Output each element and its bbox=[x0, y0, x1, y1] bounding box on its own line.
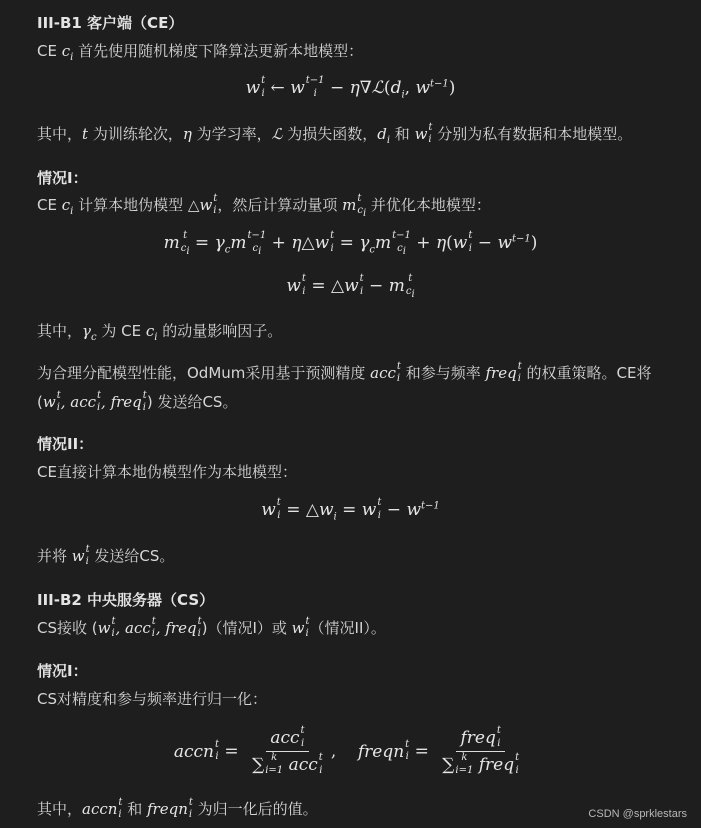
b1-intro-line: CE $c_i$ 首先使用随机梯度下降算法更新本地模型： bbox=[37, 42, 364, 63]
equation-momentum: m t $c_i$ = $\gamma_cm$ t−1 $c_i$ + η△w t i = $\gamma_cm$ t−1 $c_i$ + η(w t i − $w^{t-1}$) bbox=[163, 230, 538, 257]
b2-case1-heading: 情况I： bbox=[37, 662, 88, 680]
equation-local-model: w t i = △w t i − m t $c_i$ bbox=[286, 273, 415, 300]
equation-normalization: accn t i = acc t i ∑ k i=1 acc t i , freqn t i = freq t i ∑ k i=1 freq t i bbox=[173, 725, 520, 776]
case1-heading: 情况I： bbox=[37, 169, 88, 187]
equation-sgd-update: w t i ← w t−1 i − $\eta\nabla ℒ(d_i$, $w^{t-1}$) bbox=[245, 75, 456, 101]
case2-line: CE直接计算本地伪模型作为本地模型： bbox=[37, 463, 297, 481]
b2-final-line: 其中，accn t i 和 freqn t i 为归一化后的值。 bbox=[37, 796, 318, 820]
section-b2-heading: III-B2 中央服务器（CS） bbox=[37, 591, 215, 609]
case2-heading: 情况II： bbox=[37, 435, 94, 453]
case1-line: CE $c_i$ 计算本地伪模型 △w t i ，然后计算动量项 m t $c_i$ 并优化本地模型： bbox=[37, 192, 491, 219]
equation-case2: w t i = $\triangle w_i = w$ t i − $w^{t-1}$ bbox=[261, 497, 440, 523]
b1-definitions-line: 其中，t 为训练轮次，η 为学习率，ℒ 为损失函数，$d_i$ 和 w t i 分别为私有数据和本地模型。 bbox=[37, 121, 633, 146]
b2-normalize-line: CS对精度和参与频率进行归一化： bbox=[37, 690, 267, 708]
alloc-line-2: (w t i , acc t i , freq t i ) 发送给CS。 bbox=[37, 389, 238, 413]
b2-receive-line: CS接收 (w t i , acc t i , freq t i )（情况I）或 w t i （情况II）。 bbox=[37, 615, 386, 639]
case1-note: 其中，$\gamma_c$ 为 CE $c_i$ 的动量影响因子。 bbox=[37, 322, 283, 343]
case2-send-line: 并将 w t i 发送给CS。 bbox=[37, 543, 175, 567]
watermark: CSDN @sprklestars bbox=[588, 808, 687, 820]
alloc-line-1: 为合理分配模型性能，OdMum采用基于预测精度 acc t i 和参与频率 freq t i 的权重策略。CE将 bbox=[37, 360, 652, 384]
section-b1-heading: III-B1 客户端（CE） bbox=[37, 14, 184, 32]
